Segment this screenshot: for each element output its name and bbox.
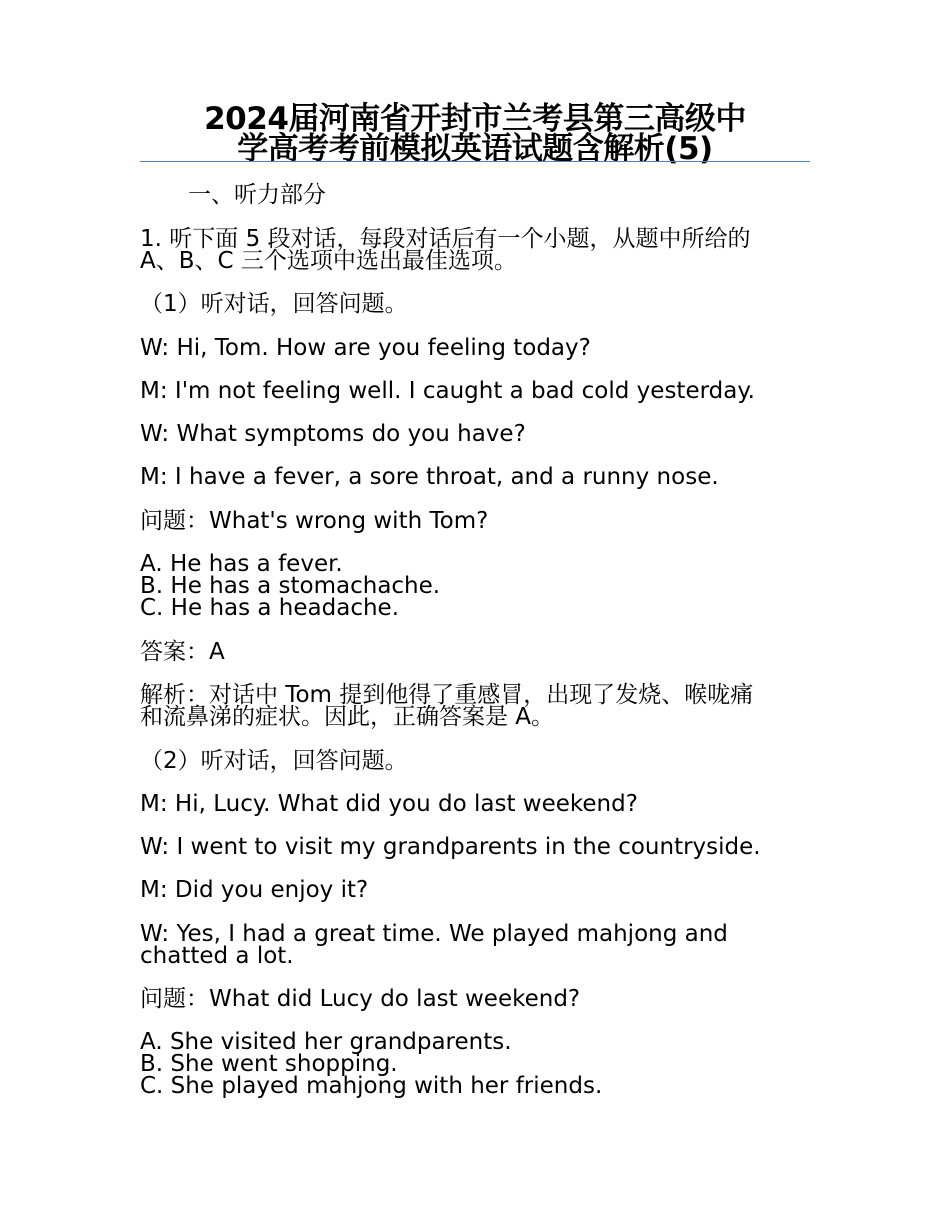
dialogue-2-line: M: Hi, Lucy. What did you do last weekend? bbox=[140, 791, 638, 817]
dialogue-1-option-b: B. He has a stomachache. bbox=[140, 573, 441, 599]
title-underline bbox=[140, 161, 810, 162]
dialogue-1-line: M: I'm not feeling well. I caught a bad cold yesterday. bbox=[140, 378, 755, 404]
dialogue-2-option-b: B. She went shopping. bbox=[140, 1051, 398, 1077]
dialogue-2-line: M: Did you enjoy it? bbox=[140, 877, 369, 903]
dialogue-1-question: 问题：What's wrong with Tom? bbox=[140, 508, 489, 534]
dialogue-2-line-continued: chatted a lot. bbox=[140, 943, 294, 969]
dialogue-1-answer: 答案：A bbox=[140, 639, 225, 665]
dialogue-1-option-c: C. He has a headache. bbox=[140, 595, 400, 621]
document-title bbox=[140, 101, 810, 167]
title-line-2: 学高考考前模拟英语试题含解析(5) bbox=[237, 131, 713, 167]
dialogue-1-option-a: A. He has a fever. bbox=[140, 551, 343, 577]
dialogue-2-option-a: A. She visited her grandparents. bbox=[140, 1029, 512, 1055]
dialogue-2-line: W: Yes, I had a great time. We played mahjong and bbox=[140, 921, 728, 947]
dialogue-2-line: W: I went to visit my grandparents in the countryside. bbox=[140, 834, 761, 860]
dialogue-2-question: 问题：What did Lucy do last weekend? bbox=[140, 986, 581, 1012]
dialogue-1-heading: （1）听对话，回答问题。 bbox=[140, 291, 408, 317]
dialogue-1-explanation-line-1: 解析：对话中 Tom 提到他得了重感冒，出现了发烧、喉咙痛 bbox=[140, 682, 754, 708]
dialogue-1-line: W: Hi, Tom. How are you feeling today? bbox=[140, 335, 591, 361]
instruction-line-1: 1. 听下面 5 段对话，每段对话后有一个小题，从题中所给的 bbox=[140, 226, 751, 252]
dialogue-2-heading: （2）听对话，回答问题。 bbox=[140, 748, 408, 774]
dialogue-2-option-c: C. She played mahjong with her friends. bbox=[140, 1073, 603, 1099]
section-heading: 一、听力部分 bbox=[188, 182, 326, 208]
instruction-line-2: A、B、C 三个选项中选出最佳选项。 bbox=[140, 248, 517, 274]
title-line-1: 2024届河南省开封市兰考县第三高级中 bbox=[204, 101, 746, 137]
dialogue-1-line: M: I have a fever, a sore throat, and a runny nose. bbox=[140, 464, 719, 490]
dialogue-1-line: W: What symptoms do you have? bbox=[140, 421, 526, 447]
dialogue-1-explanation-line-2: 和流鼻涕的症状。因此，正确答案是 A。 bbox=[140, 704, 555, 730]
